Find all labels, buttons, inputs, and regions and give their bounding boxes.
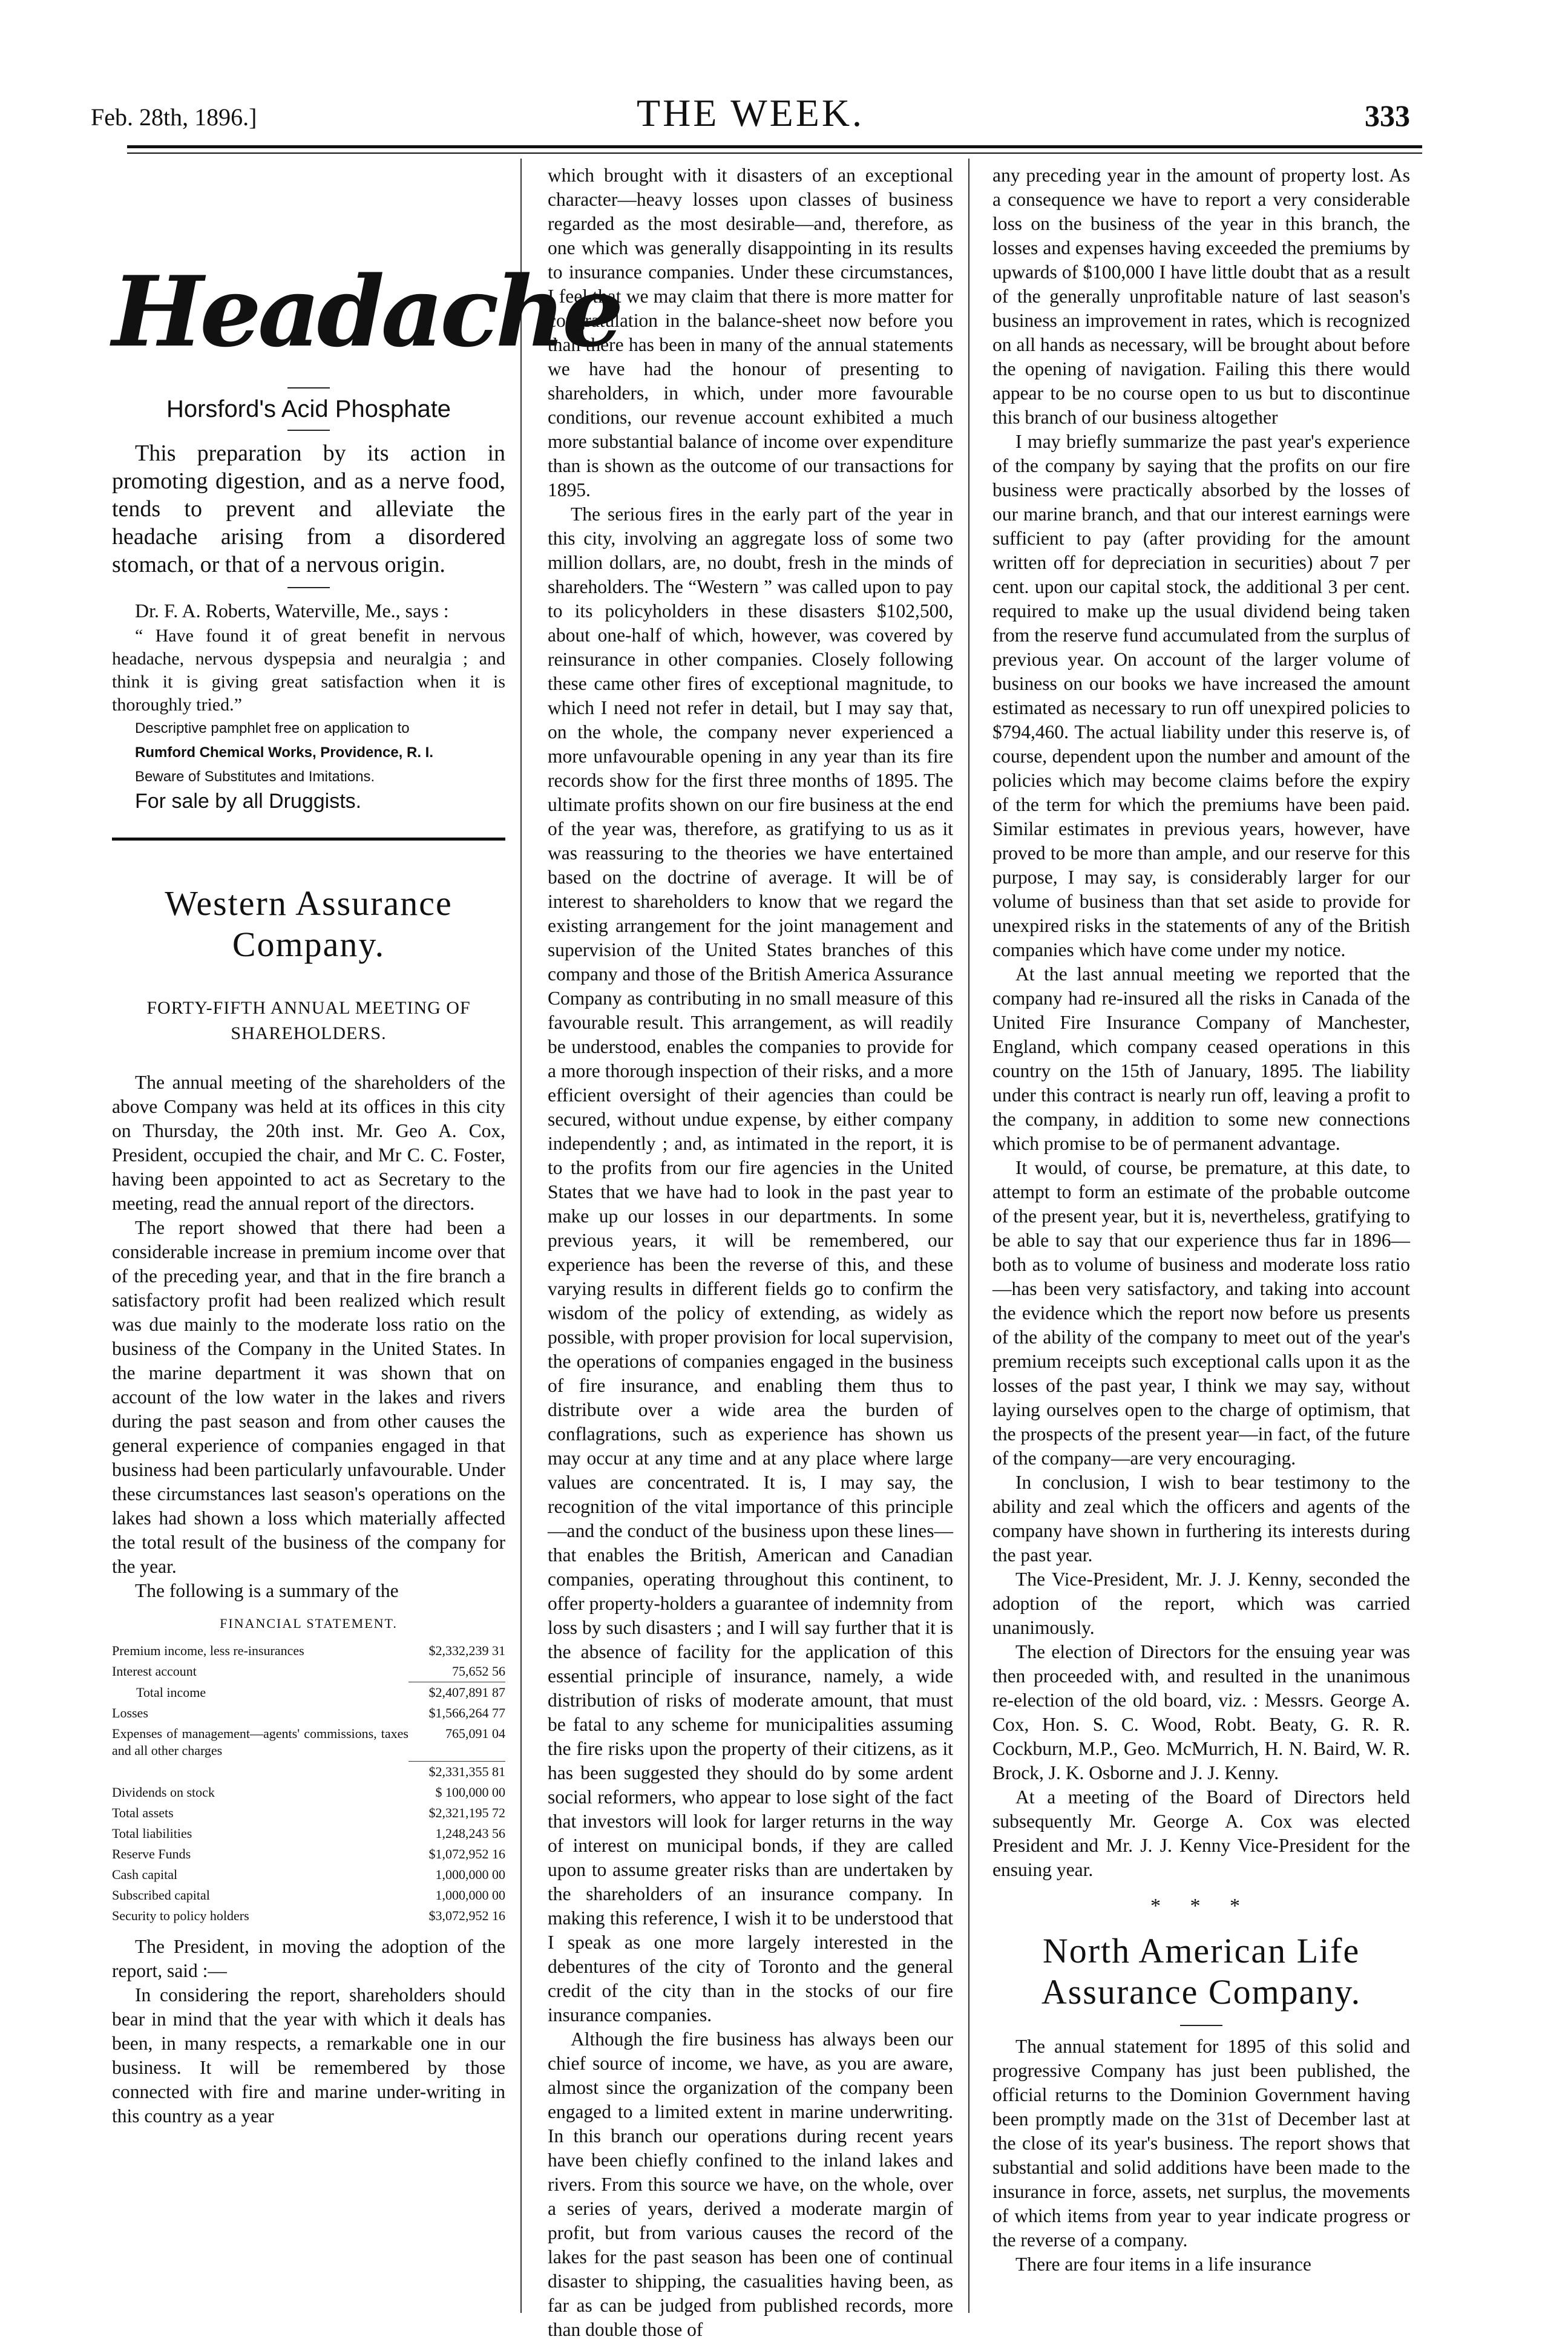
advert-beware: Beware of Substitutes and Imitations. [135,769,375,785]
row-label: Premium income, less re-insurances [112,1643,304,1658]
paragraph: I may briefly summarize the past year's experience of the company by saying that the profits on our fire business were practically absorbed by the losses of our marine branch, and that our interest earnings were sufficient to pay (after providing for the amount written off for depreciation in securities) about 7 per cent. upon our capital stock, the additional 3 per cent. required to make up the usual dividend being taken from the reserve fund accumulated from the surplus of previous year. On account of the larger volume of business on our books we have increased the amount estimated as necessary to run off unexpired policies to $794,460. The actual liability under this reserve is, of course, dependent upon the number and amount of the policies which may become claims before the expiry of the term for which the premiums have been paid. Similar estimates in previous years, however, have proved to be more than ample, and our reserve for this purpose, I may say, is considerably larger for our volume of business than that set aside to provide for unexpired risks in the statements of any of the British companies which have come under my notice. [992,431,1410,960]
row-value: $1,072,952 16 [428,1846,505,1861]
table-row [112,1782,505,1803]
article-title: Western Assurance Company. [165,884,453,964]
paragraph: which brought with it disasters of an exceptional character—heavy losses upon classes of business regarded as the most desirable—and, therefore, as one which was generally disappointing in its results to insurance companies. Under these circumstances, I feel that we may claim that there is more matter for congratulation in the balance-sheet now before you than there has been in many of the annual statements we have had the honour of presenting to shareholders, in which, under more favourable conditions, our revenue account exhibited a much more substantial balance of income over expenditure than is shown as the outcome of our transactions for 1895. [548,165,953,500]
table-row [112,1761,505,1782]
paragraph: The report showed that there had been a considerable increase in premium income over that of the preceding year, and that in the fire branch a satisfactory profit had been realized which result was due mainly to the moderate loss ratio on the business of the Company in the United States. In the marine department it was shown that on account of the low water in the lakes and rivers during the past season and from other causes the general experience of companies engaged in that business had been particularly unfavourable. Under these circumstances last season's operations on the lakes had shown a loss which materially affected the total result of the business of the company for the year. [112,1217,505,1577]
table-row [112,1703,505,1723]
paragraph: The serious fires in the early part of the year in this city, involving an aggregate loss of some two million dollars, are, no doubt, fresh in the minds of shareholders. The “Western ” was called upon to pay to its policyholders in these disasters $102,500, about one-half of which, however, was covered by reinsurance in other companies. Closely following these came other fires of exceptional magnitude, to which I need not refer in detail, but I may say that, on the whole, the company never experienced a more unfavourable opening in any year than its fire records show for the first three months of 1895. The ultimate profits shown on our fire business at the end of the year was, therefore, as gratifying to us as it was reassuring to the theories we have entertained based on the doctrine of average. It will be of interest to shareholders to know that we regard the existing arrangement for the joint management and supervision of the United States branches of this company and those of the British America Assurance Company as contributing in no small measure of this favourable result. This arrangement, as will readily be understood, enables the companies to provide for a more thorough inspection of their risks, and a more efficient oversight of their agencies than could be secured, without undue expense, by either company independently ; and, as intimated in the report, it is to the profits from our fire agencies in the United States that we have had to look in the past year to make up our losses in our departments. In some previous years, it will be remembered, our experience has been the reverse of this, and these varying results in different fields go to confirm the wisdom of the policy of extending, as widely as possible, with proper provision for local supervision, the operations of companies engaged in the business of fire insurance, and enabling them thus to distribute over a wide area the burden of conflagrations, such as experience has shown us may occur at any time and at any place where large values are concentrated. It is, I may say, the recognition of the vital importance of this principle—and the conduct of the business upon these lines—that enables the British, American and Canadian companies, operating throughout this continent, to offer property-holders a guarantee of indemnity from loss by such disasters ; and I will say further that it is the absence of facility for the application of this essential principle of insurance, namely, a wide distribution of risks of moderate amount, that must be fatal to any scheme for municipalities assuming the fire risks upon the property of their citizens, as it has been suggested they should do by some ardent social reformers, who appear to lose sight of the fact that investors will look for larger returns in the way of interest on municipal bonds, if they are called upon to assume greater risks than are undertaken by the shareholders of an insurance company. In making this reference, I wish it to be understood that I speak as one more largely interested in the debentures of the city of Toronto and the general credit of the city than in the stocks of our fire insurance companies. [548,503,953,2025]
advert-headline: Headache [112,255,620,369]
paragraph: The Vice-President, Mr. J. J. Kenny, seconded the adoption of the report, which was carried unanimously. [992,1569,1410,1638]
row-label: Total income [136,1684,206,1700]
paragraph: The annual meeting of the shareholders of the above Company was held at its offices in this city on Thursday, the 20th inst. Mr. Geo A. Cox, President, occupied the chair, and Mr C. C. Foster, having been appointed to act as Secretary to the meeting, read the annual report of the directors. [112,1072,505,1214]
row-label: Expenses of management—agents' commissions, taxes and all other charges [112,1726,408,1758]
row-label: Total liabilities [112,1825,192,1841]
header-date: Feb. 28th, 1896.] [91,103,257,131]
divider [287,430,330,431]
column-3 [992,163,1410,2277]
table-row [112,1723,505,1761]
column-1 [112,163,620,2128]
paragraph: The President, in moving the adoption of the report, said :— [112,1935,505,1981]
row-label: Losses [112,1705,148,1720]
paragraph: At the last annual meeting we reported that the company had re-insured all the risks in Canada of the United Fire Insurance Company of Manchester, England, which company ceased operations in this country on the 15th of January, 1895. The liability under this contract is nearly run off, leaving a profit to the company, in addition to some new connections which promise to be of permanent advantage. [992,963,1410,1154]
row-value: 1,000,000 00 [435,1887,505,1903]
paragraph: The annual statement for 1895 of this solid and progressive Company has just been published, the official returns to the Dominion Government having been promptly made on the 31st of December last at the close of its year's business. The report shows that substantial and solid additions have been made to the insurance in force, assets, net surplus, the movements of which items from year to year indicate progress or the reverse of a company. [992,2036,1410,2251]
table-row [112,1803,505,1823]
row-label: Total assets [112,1805,174,1820]
row-value: $2,407,891 87 [408,1682,505,1704]
row-label [112,1761,408,1782]
paragraph: There are four items in a life insurance [1015,2254,1311,2275]
paragraph: At a meeting of the Board of Directors held subsequently Mr. George A. Cox was elected President and Mr. J. J. Kenny Vice-President for the ensuing year. [992,1786,1410,1880]
header-rule [127,145,1422,148]
row-value: 765,091 04 [445,1726,505,1741]
advert-pamphlet: Descriptive pamphlet free on application to [135,720,410,736]
advert-product: Horsford's Acid Phosphate [166,396,451,422]
article-title: North American Life Assurance Company. [1041,1931,1362,2012]
row-value: 1,000,000 00 [435,1866,505,1882]
paragraph: In conclusion, I wish to bear testimony to the ability and zeal which the officers and agents of the company have shown in furthering its interests during the past year. [992,1472,1410,1566]
row-value: $2,332,239 31 [428,1643,505,1658]
paragraph: In considering the report, shareholders should bear in mind that the year with which it deals has been, in many respects, a remarkable one in our business. It will be remembered by those connected with fire and marine under-writing in this country as a year [112,1984,505,2127]
paragraph: The election of Directors for the ensuing year was then proceeded with, and resulted in the unanimous re-election of the old board, viz. : Messrs. George A. Cox, Hon. S. C. Wood, Robt. Beaty, G. R. R. Cockburn, M.P., Geo. McMurrich, H. N. Baird, W. R. Brock, J. K. Osborne and J. J. Kenny. [992,1641,1410,1783]
table-row [112,1641,505,1661]
row-label: Interest account [112,1664,197,1679]
paragraph: It would, of course, be premature, at this date, to attempt to form an estimate of the probable outcome of the present year, but it is, nevertheless, gratifying to be able to say that our experience thus far in 1896—both as to volume of business and moderate loss ratio—has been very satisfactory, and taking into account the evidence which the report now before us presents of the ability of the company to meet out of the year's premium receipts such exceptional calls upon it as the losses of the past year, I think we may say, without laying ourselves open to the charge of optimism, that the prospects of the present year—in fact, of the future of the company—are very encouraging. [992,1157,1410,1469]
advert-maker: Rumford Chemical Works, Providence, R. I. [135,744,434,761]
row-label: Reserve Funds [112,1846,191,1861]
paragraph: any preceding year in the amount of property lost. As a consequence we have to report a very considerable loss on the business of the year in this branch, the losses and expenses having exceeded the premiums by upwards of $100,000 I have little doubt that as a result of the generally unprofitable nature of last season's business an improvement in rates, which is recognized on all hands as necessary, will be brought about before the opening of navigation. Failing this there would appear to be no course open to us but to discontinue this branch of our business altogether [992,165,1410,428]
row-label: Security to policy holders [112,1907,249,1923]
column-divider [968,159,969,2313]
row-label: Subscribed capital [112,1887,210,1903]
advert-body: This preparation by its action in promoting digestion, and as a nerve food, tends to prevent and alleviate the headache arising from a disordered stomach, or that of a nervous origin. [112,441,505,577]
financial-heading: FINANCIAL STATEMENT. [220,1616,398,1631]
row-label: Cash capital [112,1866,178,1882]
header-page-number: 333 [1365,99,1410,133]
section-rule [112,838,505,841]
article-subtitle: FORTY-FIFTH ANNUAL MEETING OF SHAREHOLDERS. [146,998,471,1043]
advert-doctor: Dr. F. A. Roberts, Waterville, Me., says : [135,600,449,621]
table-row [112,1885,505,1906]
table-row [112,1661,505,1682]
table-row [112,1864,505,1885]
advert-quote: “ Have found it of great benefit in nervous headache, nervous dyspepsia and neuralgia ; and think it is giving great satisfaction when it is thoroughly tried.” [112,626,505,715]
financial-table [112,1641,505,1926]
table-row [112,1823,505,1844]
advert-sale: For sale by all Druggists. [135,790,362,813]
header-title: THE WEEK. [636,91,865,134]
row-value: 1,248,243 56 [435,1825,505,1841]
row-value: $1,566,264 77 [428,1705,505,1720]
paragraph: Although the fire business has always been our chief source of income, we have, as you are aware, almost since the organization of the company been engaged to a limited extent in marine underwriting. In this branch our operations during recent years have been chiefly confined to the inland lakes and rivers. From this source we have, on the whole, over a series of years, derived a moderate margin of profit, but from various causes the record of the lakes for the past season has been one of continual disaster to shipping, the casualities having been, as far as can be judged from published records, more than double those of [548,2028,953,2340]
row-label: Dividends on stock [112,1784,215,1800]
row-value: 75,652 56 [452,1664,505,1679]
column-divider [520,159,522,2313]
divider [287,587,330,588]
section-ornament: * * * [1150,1895,1252,1917]
row-value: $3,072,952 16 [428,1907,505,1923]
row-value: $2,331,355 81 [408,1761,505,1782]
divider [287,387,330,389]
row-value: $2,321,195 72 [428,1805,505,1820]
column-2 [548,163,953,2342]
table-row [112,1844,505,1864]
row-value: $ 100,000 00 [435,1784,505,1800]
page-header [91,91,1410,139]
paragraph: The following is a summary of the [135,1580,399,1601]
table-row [112,1682,505,1704]
table-row [112,1906,505,1926]
header-rule-thin [127,152,1422,154]
divider [1180,2025,1222,2026]
